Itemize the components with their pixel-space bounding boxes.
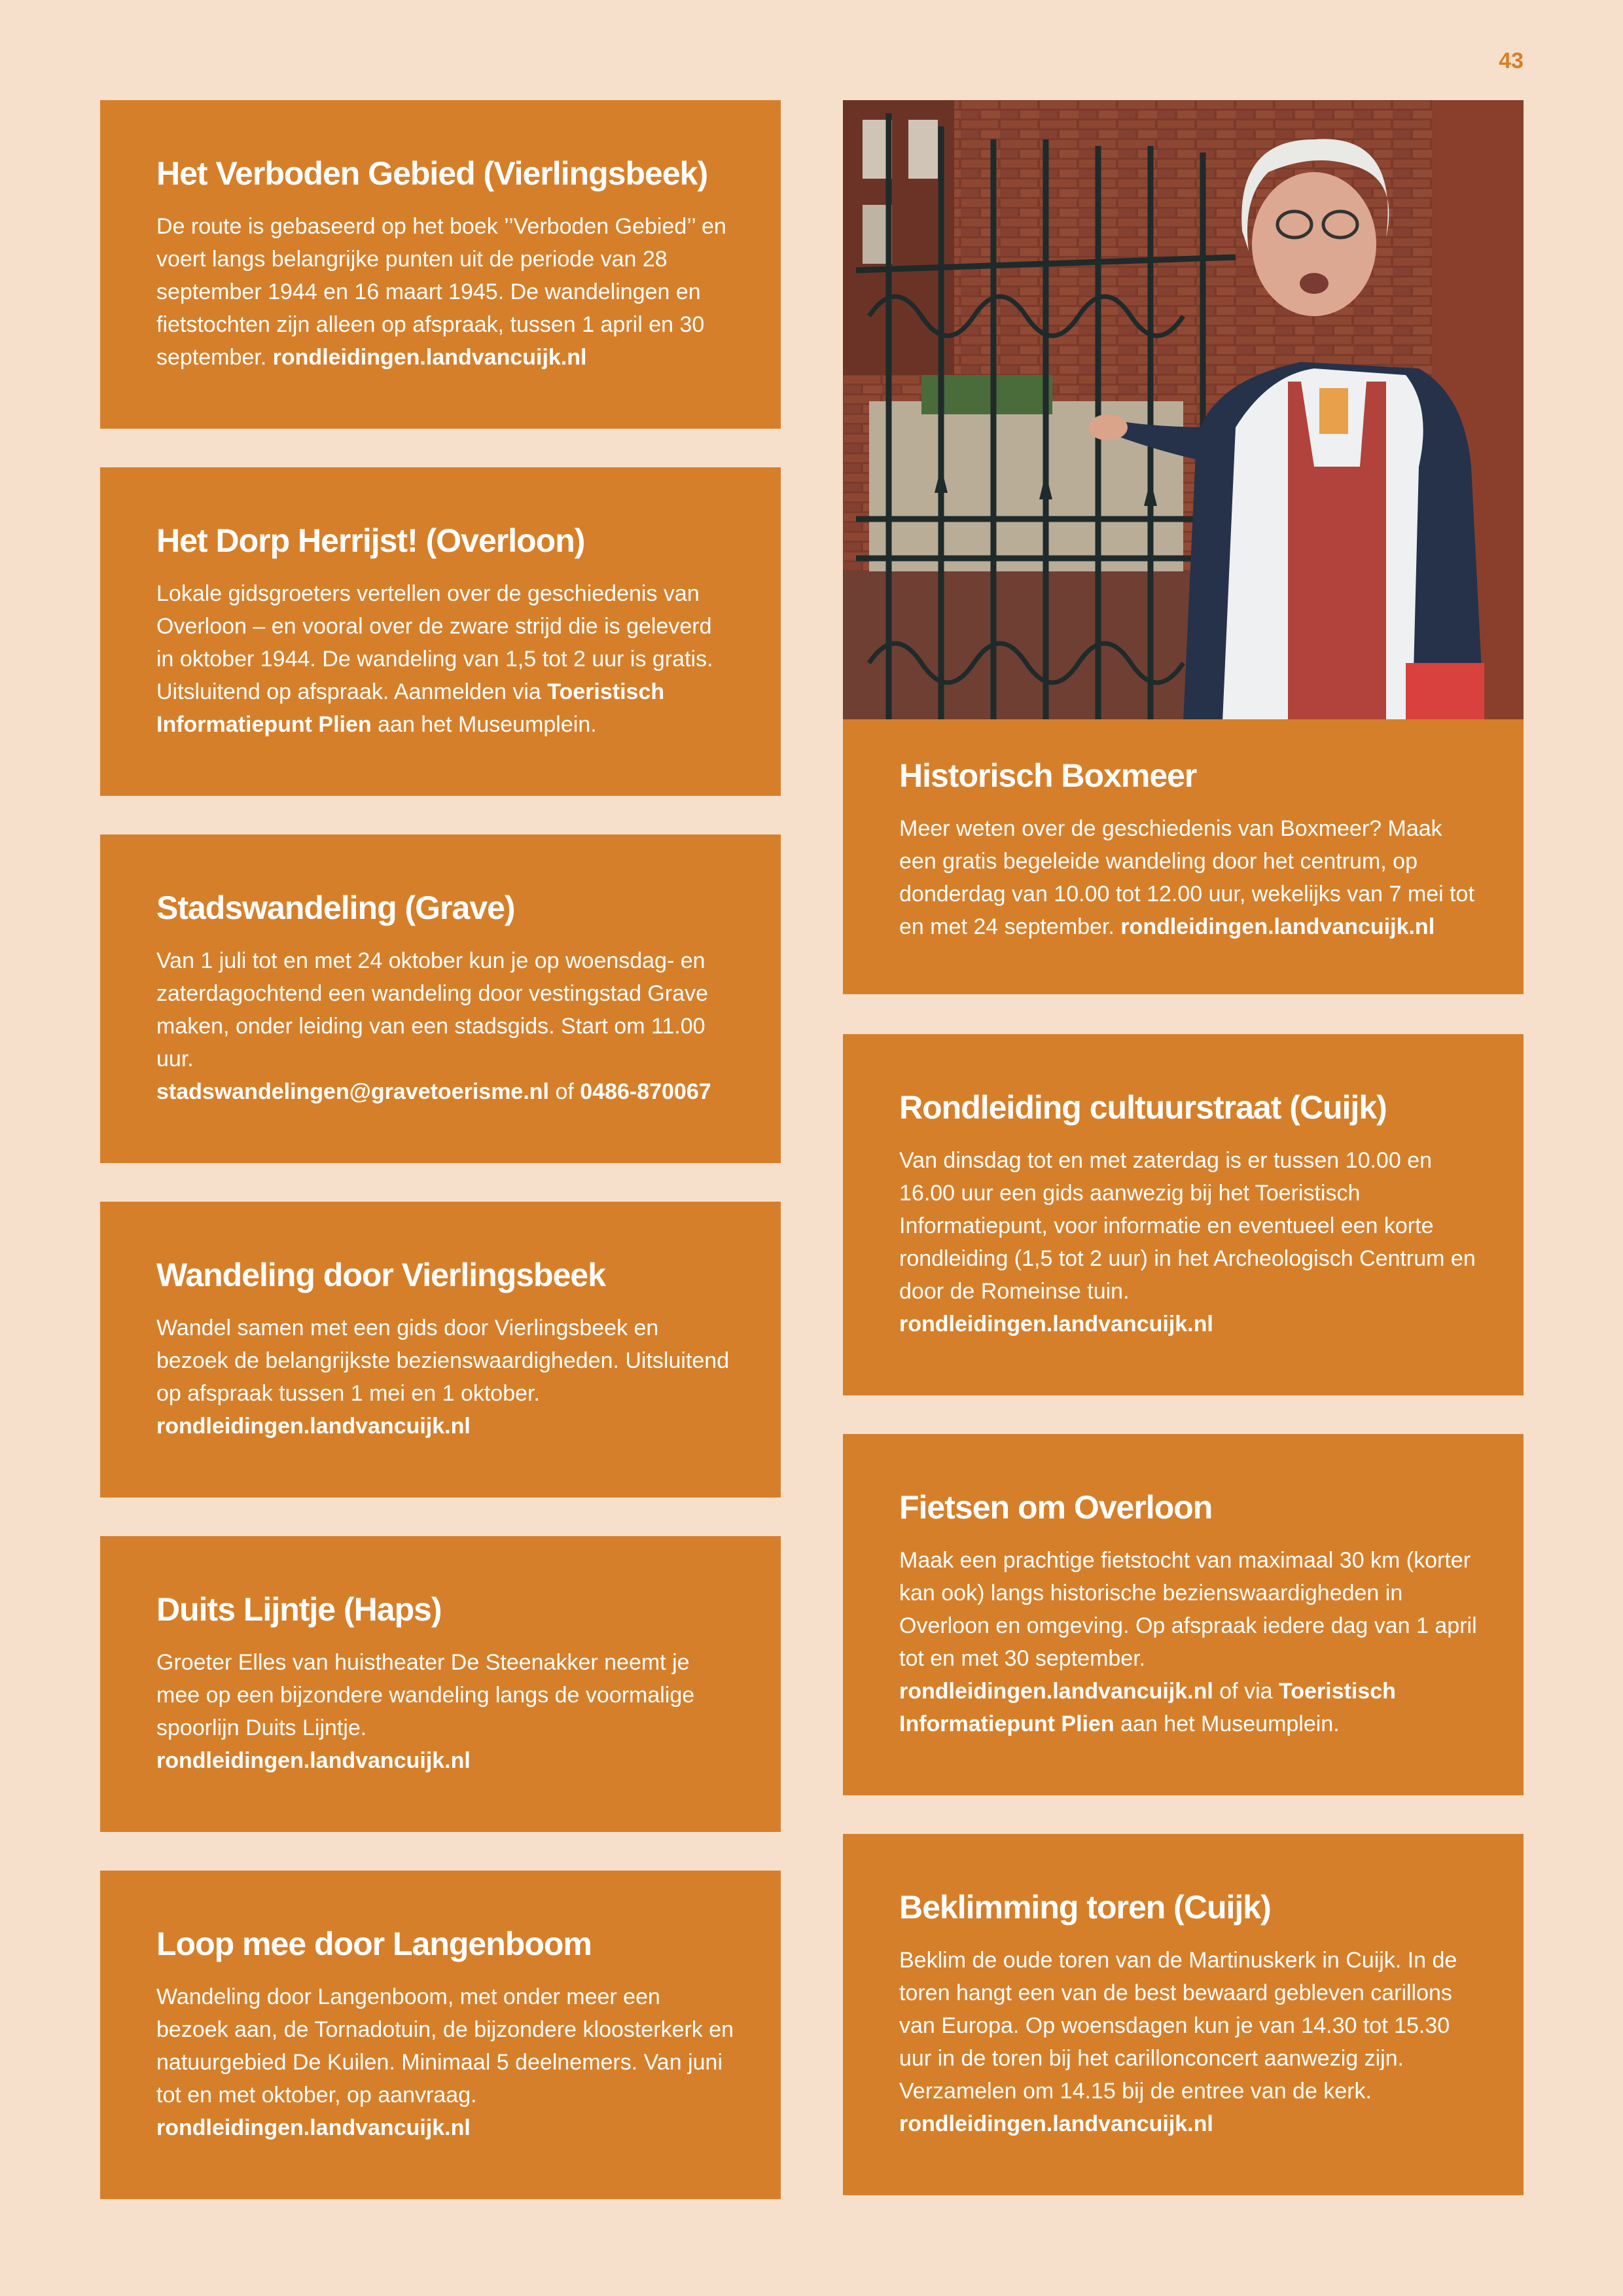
page-number: 43 (1499, 48, 1524, 73)
card-title: Loop mee door Langenboom (156, 1926, 592, 1963)
card-link[interactable]: rondleidingen.landvancuijk.nl (272, 344, 587, 370)
photo-guide-at-gate (843, 100, 1524, 719)
card-title: Fietsen om Overloon (899, 1489, 1213, 1526)
card-body: Wandel samen met een gids door Vierlingsbeek en bezoek de belangrijkste bezienswaardigheden. Uitsluitend op afspraak tussen 1 mei en 1 oktober. rondleidingen.landvancuijk.nl (156, 1315, 730, 1439)
card-title: Het Verboden Gebied (Vierlingsbeek) (156, 155, 708, 192)
card-historisch-boxmeer (843, 719, 1524, 994)
card-link[interactable]: rondleidingen.landvancuijk.nl (156, 2115, 471, 2140)
card-link[interactable]: rondleidingen.landvancuijk.nl (899, 1311, 1213, 1336)
card-beklimming-toren (843, 1834, 1524, 2195)
card-title: Beklimming toren (Cuijk) (899, 1889, 1271, 1926)
card-title: Rondleiding cultuurstraat (Cuijk) (899, 1089, 1387, 1126)
card-body: Wandeling door Langenboom, met onder meer een bezoek aan, de Tornadotuin, de bijzondere kloosterkerk en natuurgebied De Kuilen. Minimaal 5 deelnemers. Van juni tot en met oktober, op aanvraag. rondleidingen.landvancuijk.nl (156, 1984, 734, 2140)
card-link[interactable]: rondleidingen.landvancuijk.nl (156, 1413, 471, 1439)
card-link[interactable]: rondleidingen.landvancuijk.nl (899, 1678, 1213, 1704)
card-title: Het Dorp Herrijst! (Overloon) (156, 522, 585, 560)
card-vierlingsbeek (100, 1202, 781, 1498)
card-title: Stadswandeling (Grave) (156, 889, 515, 927)
card-title: Wandeling door Vierlingsbeek (156, 1257, 606, 1294)
card-body: Groeter Elles van huistheater De Steenakker neemt je mee op een bijzondere wandeling langs de voormalige spoorlijn Duits Lijntje. rondleidingen.landvancuijk.nl (156, 1649, 695, 1773)
card-fietsen-overloon (843, 1434, 1524, 1795)
card-body: Lokale gidsgroeters vertellen over de geschiedenis van Overloon – en vooral over de zware strijd die is geleverd in oktober 1944. De wandeling van 1,5 tot 2 uur is gratis. Uitsluitend op afspraak. Aanmelden via Toeristisch Informatiepunt Plien aan het Museumplein. (156, 581, 713, 737)
card-body: Van dinsdag tot en met zaterdag is er tussen 10.00 en 16.00 uur een gids aanwezig bij het Toeristisch Informatiepunt, voor informatie en eventueel een korte rondleiding (1,5 tot 2 uur) in het Archeologisch Centrum en door de Romeinse tuin. rondleidingen.landvancuijk.nl (899, 1147, 1476, 1336)
card-email[interactable]: stadswandelingen@gravetoerisme.nl (156, 1079, 549, 1104)
card-body: Van 1 juli tot en met 24 oktober kun je op woensdag- en zaterdagochtend een wandeling door vestingstad Grave maken, onder leiding van een stadsgids. Start om 11.00 uur. stadswandelingen@gravetoerisme.nl of 0486-870067 (156, 948, 711, 1104)
card-link[interactable]: rondleidingen.landvancuijk.nl (156, 1748, 471, 1773)
card-link[interactable]: rondleidingen.landvancuijk.nl (899, 2111, 1213, 2136)
card-cultuurstraat (843, 1034, 1524, 1395)
card-body: Beklim de oude toren van de Martinuskerk in Cuijk. In de toren hangt een van de best bewaard gebleven carillons van Europa. Op woensdagen kun je van 14.30 tot 15.30 uur in de toren bij het carillonconcert aanwezig zijn. Verzamelen om 14.15 bij de entree van de kerk. rondleidingen.landvancuijk.nl (899, 1947, 1457, 2136)
card-duits-lijntje (100, 1536, 781, 1832)
card-link[interactable]: rondleidingen.landvancuijk.nl (1120, 914, 1435, 939)
card-stadswandeling (100, 834, 781, 1163)
card-body: De route is gebaseerd op het boek ’’Verboden Gebied’’ en voert langs belangrijke punten uit de periode van 28 september 1944 en 16 maart 1945. De wandelingen en fietstochten zijn alleen op afspraak, tussen 1 april en 30 september. rondleidingen.landvancuijk.nl (156, 213, 726, 370)
card-dorp-herrijst (100, 467, 781, 796)
card-bold: Toeristisch Informatiepunt Plien (156, 679, 665, 737)
photo-illustration (843, 100, 1524, 719)
card-phone[interactable]: 0486-870067 (580, 1079, 711, 1104)
card-title: Duits Lijntje (Haps) (156, 1591, 442, 1628)
card-bold: Toeristisch Informatiepunt Plien (899, 1678, 1396, 1736)
card-body: Maak een prachtige fietstocht van maximaal 30 km (korter kan ook) langs historische bezienswaardigheden in Overloon en omgeving. Op afspraak iedere dag van 1 april tot en met 30 september. rondleidingen.landvancuijk.nl of via Toeristisch Informatiepunt Plien aan het Museumplein. (899, 1547, 1477, 1736)
card-langenboom (100, 1871, 781, 2199)
card-body: Meer weten over de geschiedenis van Boxmeer? Maak een gratis begeleide wandeling door het centrum, op donderdag van 10.00 tot 12.00 uur, wekelijks van 7 mei tot en met 24 september. rondleidingen.landvancuijk.nl (899, 816, 1474, 939)
card-title: Historisch Boxmeer (899, 757, 1197, 794)
card-verboden-gebied (100, 100, 781, 429)
